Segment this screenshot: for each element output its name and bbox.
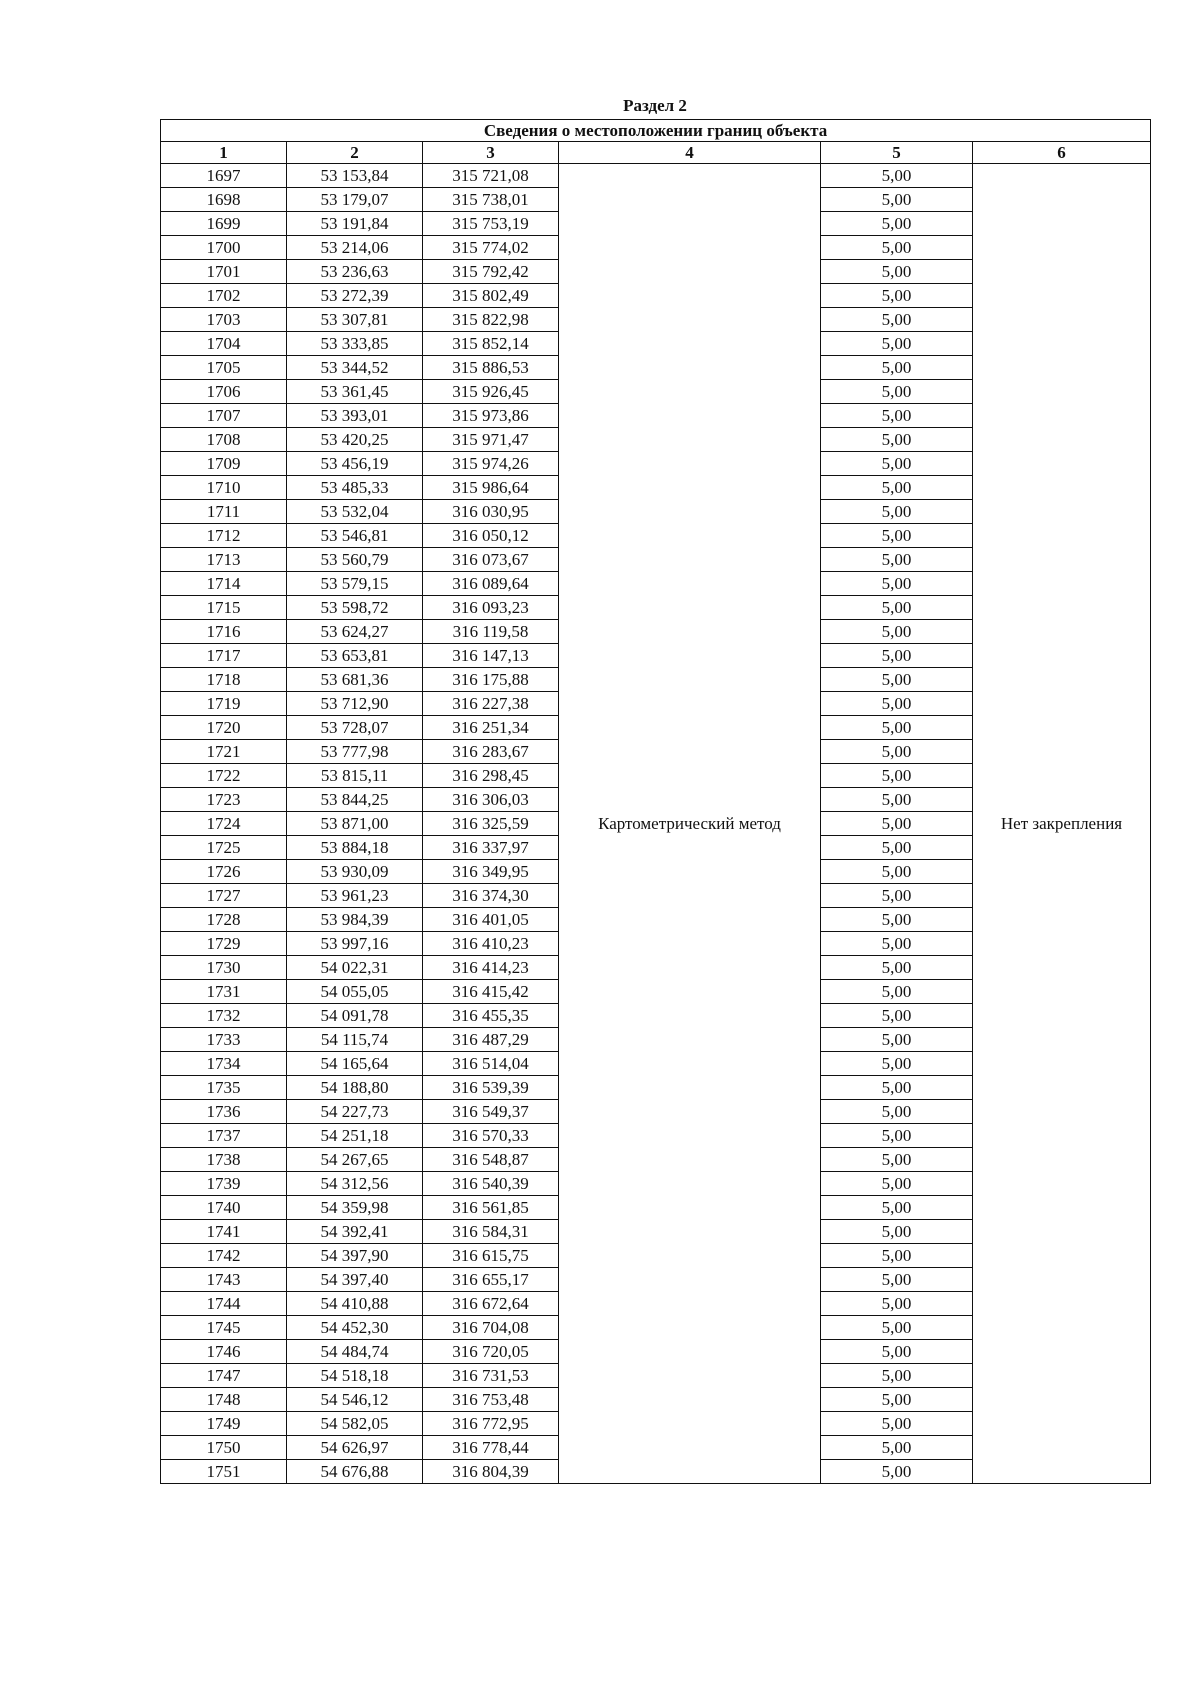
accuracy-value: 5,00 [821,260,973,284]
accuracy-value: 5,00 [821,1220,973,1244]
coordinate-y: 316 753,48 [423,1388,559,1412]
accuracy-value: 5,00 [821,1148,973,1172]
coordinate-x: 54 452,30 [287,1316,423,1340]
point-number: 1726 [161,860,287,884]
accuracy-value: 5,00 [821,236,973,260]
accuracy-value: 5,00 [821,404,973,428]
coordinate-y: 316 401,05 [423,908,559,932]
coordinate-y: 316 549,37 [423,1100,559,1124]
accuracy-value: 5,00 [821,788,973,812]
column-number-row [161,142,1151,164]
point-number: 1715 [161,596,287,620]
coordinate-y: 316 548,87 [423,1148,559,1172]
coordinate-x: 53 236,63 [287,260,423,284]
coordinate-x: 54 392,41 [287,1220,423,1244]
point-number: 1720 [161,716,287,740]
coordinate-x: 53 984,39 [287,908,423,932]
coordinate-x: 54 165,64 [287,1052,423,1076]
coordinate-y: 316 325,59 [423,812,559,836]
coordinate-x: 54 055,05 [287,980,423,1004]
column-number-4: 4 [559,142,821,164]
coordinate-y: 316 731,53 [423,1364,559,1388]
point-number: 1727 [161,884,287,908]
coordinate-y: 315 721,08 [423,164,559,188]
point-number: 1699 [161,212,287,236]
coordinate-x: 53 546,81 [287,524,423,548]
point-number: 1739 [161,1172,287,1196]
point-number: 1725 [161,836,287,860]
coordinate-x: 53 624,27 [287,620,423,644]
accuracy-value: 5,00 [821,884,973,908]
accuracy-value: 5,00 [821,1196,973,1220]
coordinate-y: 316 615,75 [423,1244,559,1268]
point-number: 1728 [161,908,287,932]
coordinate-y: 316 374,30 [423,884,559,908]
coordinate-y: 316 804,39 [423,1460,559,1484]
coordinate-x: 53 871,00 [287,812,423,836]
accuracy-value: 5,00 [821,380,973,404]
coordinate-x: 53 844,25 [287,788,423,812]
point-number: 1735 [161,1076,287,1100]
point-number: 1705 [161,356,287,380]
coordinate-y: 315 973,86 [423,404,559,428]
coordinate-y: 315 792,42 [423,260,559,284]
point-number: 1733 [161,1028,287,1052]
accuracy-value: 5,00 [821,332,973,356]
coordinate-y: 316 561,85 [423,1196,559,1220]
coordinate-y: 316 175,88 [423,668,559,692]
coordinate-y: 316 283,67 [423,740,559,764]
coordinate-x: 54 022,31 [287,956,423,980]
point-number: 1732 [161,1004,287,1028]
coordinate-x: 53 532,04 [287,500,423,524]
accuracy-value: 5,00 [821,692,973,716]
table-caption: Сведения о местоположении границ объекта [161,120,1151,142]
point-number: 1730 [161,956,287,980]
coordinate-x: 53 681,36 [287,668,423,692]
point-number: 1729 [161,932,287,956]
point-number: 1703 [161,308,287,332]
accuracy-value: 5,00 [821,1412,973,1436]
point-number: 1700 [161,236,287,260]
point-number: 1718 [161,668,287,692]
accuracy-value: 5,00 [821,908,973,932]
coordinate-x: 53 307,81 [287,308,423,332]
fixing-cell: Нет закрепления [973,164,1151,1484]
point-number: 1731 [161,980,287,1004]
accuracy-value: 5,00 [821,1340,973,1364]
accuracy-value: 5,00 [821,836,973,860]
coordinate-x: 54 267,65 [287,1148,423,1172]
point-number: 1746 [161,1340,287,1364]
accuracy-value: 5,00 [821,212,973,236]
coordinate-y: 316 455,35 [423,1004,559,1028]
accuracy-value: 5,00 [821,428,973,452]
coordinate-y: 316 584,31 [423,1220,559,1244]
coordinate-x: 53 485,33 [287,476,423,500]
coordinate-x: 54 397,40 [287,1268,423,1292]
accuracy-value: 5,00 [821,1268,973,1292]
coordinate-x: 53 344,52 [287,356,423,380]
coordinate-x: 53 361,45 [287,380,423,404]
coordinate-x: 53 179,07 [287,188,423,212]
coordinate-y: 315 986,64 [423,476,559,500]
coordinate-x: 53 712,90 [287,692,423,716]
coordinate-x: 54 091,78 [287,1004,423,1028]
coordinate-y: 315 738,01 [423,188,559,212]
column-number-2: 2 [287,142,423,164]
accuracy-value: 5,00 [821,524,973,548]
accuracy-value: 5,00 [821,956,973,980]
accuracy-value: 5,00 [821,1172,973,1196]
boundary-coordinates-table [160,119,1151,1484]
point-number: 1738 [161,1148,287,1172]
point-number: 1743 [161,1268,287,1292]
method-cell: Картометрический метод [559,164,821,1484]
coordinate-y: 315 974,26 [423,452,559,476]
coordinate-x: 53 272,39 [287,284,423,308]
column-number-6: 6 [973,142,1151,164]
coordinate-x: 53 333,85 [287,332,423,356]
accuracy-value: 5,00 [821,1292,973,1316]
accuracy-value: 5,00 [821,860,973,884]
coordinate-y: 316 772,95 [423,1412,559,1436]
point-number: 1749 [161,1412,287,1436]
point-number: 1697 [161,164,287,188]
point-number: 1750 [161,1436,287,1460]
coordinate-y: 316 030,95 [423,500,559,524]
point-number: 1717 [161,644,287,668]
coordinate-x: 53 777,98 [287,740,423,764]
coordinate-y: 316 349,95 [423,860,559,884]
point-number: 1708 [161,428,287,452]
coordinate-x: 54 546,12 [287,1388,423,1412]
column-number-1: 1 [161,142,287,164]
accuracy-value: 5,00 [821,716,973,740]
coordinate-y: 316 415,42 [423,980,559,1004]
coordinate-y: 316 570,33 [423,1124,559,1148]
coordinate-x: 54 410,88 [287,1292,423,1316]
point-number: 1736 [161,1100,287,1124]
coordinate-y: 315 926,45 [423,380,559,404]
column-number-5: 5 [821,142,973,164]
coordinate-y: 316 089,64 [423,572,559,596]
coordinate-x: 53 997,16 [287,932,423,956]
point-number: 1713 [161,548,287,572]
point-number: 1707 [161,404,287,428]
coordinate-x: 54 484,74 [287,1340,423,1364]
point-number: 1741 [161,1220,287,1244]
accuracy-value: 5,00 [821,668,973,692]
accuracy-value: 5,00 [821,644,973,668]
accuracy-value: 5,00 [821,1436,973,1460]
coordinate-y: 315 802,49 [423,284,559,308]
point-number: 1716 [161,620,287,644]
coordinate-y: 316 251,34 [423,716,559,740]
point-number: 1702 [161,284,287,308]
accuracy-value: 5,00 [821,1388,973,1412]
accuracy-value: 5,00 [821,284,973,308]
coordinate-x: 53 153,84 [287,164,423,188]
point-number: 1710 [161,476,287,500]
point-number: 1723 [161,788,287,812]
coordinate-y: 316 147,13 [423,644,559,668]
point-number: 1747 [161,1364,287,1388]
coordinate-y: 316 227,38 [423,692,559,716]
coordinate-y: 315 822,98 [423,308,559,332]
accuracy-value: 5,00 [821,1076,973,1100]
accuracy-value: 5,00 [821,164,973,188]
point-number: 1711 [161,500,287,524]
point-number: 1709 [161,452,287,476]
point-number: 1740 [161,1196,287,1220]
point-number: 1748 [161,1388,287,1412]
coordinate-x: 53 456,19 [287,452,423,476]
coordinate-y: 316 306,03 [423,788,559,812]
accuracy-value: 5,00 [821,1124,973,1148]
accuracy-value: 5,00 [821,452,973,476]
accuracy-value: 5,00 [821,356,973,380]
coordinate-x: 53 560,79 [287,548,423,572]
accuracy-value: 5,00 [821,764,973,788]
accuracy-value: 5,00 [821,1316,973,1340]
point-number: 1698 [161,188,287,212]
point-number: 1734 [161,1052,287,1076]
point-number: 1744 [161,1292,287,1316]
table-caption-row [161,120,1151,142]
accuracy-value: 5,00 [821,1244,973,1268]
accuracy-value: 5,00 [821,596,973,620]
coordinate-y: 316 655,17 [423,1268,559,1292]
table-body [161,164,1151,1484]
coordinate-x: 54 188,80 [287,1076,423,1100]
coordinate-x: 54 676,88 [287,1460,423,1484]
accuracy-value: 5,00 [821,476,973,500]
coordinate-y: 316 704,08 [423,1316,559,1340]
point-number: 1742 [161,1244,287,1268]
coordinate-y: 315 971,47 [423,428,559,452]
accuracy-value: 5,00 [821,308,973,332]
coordinate-x: 53 961,23 [287,884,423,908]
accuracy-value: 5,00 [821,1052,973,1076]
coordinate-y: 316 540,39 [423,1172,559,1196]
coordinate-y: 316 073,67 [423,548,559,572]
coordinate-y: 316 514,04 [423,1052,559,1076]
point-number: 1721 [161,740,287,764]
coordinate-y: 316 414,23 [423,956,559,980]
coordinate-y: 315 753,19 [423,212,559,236]
column-number-3: 3 [423,142,559,164]
coordinate-x: 53 191,84 [287,212,423,236]
coordinate-y: 316 720,05 [423,1340,559,1364]
accuracy-value: 5,00 [821,548,973,572]
coordinate-x: 53 598,72 [287,596,423,620]
accuracy-value: 5,00 [821,572,973,596]
point-number: 1751 [161,1460,287,1484]
point-number: 1722 [161,764,287,788]
point-number: 1704 [161,332,287,356]
coordinate-y: 316 539,39 [423,1076,559,1100]
coordinate-x: 54 518,18 [287,1364,423,1388]
coordinate-x: 54 227,73 [287,1100,423,1124]
coordinate-x: 53 214,06 [287,236,423,260]
table-row [161,164,1151,188]
coordinate-y: 316 672,64 [423,1292,559,1316]
coordinate-y: 315 852,14 [423,332,559,356]
coordinate-y: 316 050,12 [423,524,559,548]
coordinate-x: 53 815,11 [287,764,423,788]
accuracy-value: 5,00 [821,812,973,836]
point-number: 1714 [161,572,287,596]
coordinate-y: 316 337,97 [423,836,559,860]
coordinate-x: 53 728,07 [287,716,423,740]
point-number: 1745 [161,1316,287,1340]
accuracy-value: 5,00 [821,980,973,1004]
coordinate-x: 53 579,15 [287,572,423,596]
coordinate-x: 54 626,97 [287,1436,423,1460]
accuracy-value: 5,00 [821,620,973,644]
accuracy-value: 5,00 [821,932,973,956]
accuracy-value: 5,00 [821,740,973,764]
coordinate-x: 53 420,25 [287,428,423,452]
coordinate-y: 316 410,23 [423,932,559,956]
coordinate-x: 54 312,56 [287,1172,423,1196]
point-number: 1706 [161,380,287,404]
accuracy-value: 5,00 [821,1004,973,1028]
coordinate-y: 316 778,44 [423,1436,559,1460]
point-number: 1724 [161,812,287,836]
coordinate-y: 315 774,02 [423,236,559,260]
coordinate-y: 316 093,23 [423,596,559,620]
section-title: Раздел 2 [623,96,687,115]
coordinate-x: 54 359,98 [287,1196,423,1220]
accuracy-value: 5,00 [821,1028,973,1052]
coordinate-x: 53 653,81 [287,644,423,668]
coordinate-x: 53 884,18 [287,836,423,860]
accuracy-value: 5,00 [821,1460,973,1484]
accuracy-value: 5,00 [821,188,973,212]
point-number: 1712 [161,524,287,548]
coordinate-x: 53 930,09 [287,860,423,884]
coordinate-y: 316 298,45 [423,764,559,788]
point-number: 1737 [161,1124,287,1148]
coordinate-y: 315 886,53 [423,356,559,380]
accuracy-value: 5,00 [821,1100,973,1124]
point-number: 1719 [161,692,287,716]
coordinate-x: 54 115,74 [287,1028,423,1052]
coordinate-x: 54 251,18 [287,1124,423,1148]
accuracy-value: 5,00 [821,1364,973,1388]
coordinate-x: 54 397,90 [287,1244,423,1268]
coordinate-x: 54 582,05 [287,1412,423,1436]
accuracy-value: 5,00 [821,500,973,524]
coordinate-y: 316 119,58 [423,620,559,644]
point-number: 1701 [161,260,287,284]
coordinate-x: 53 393,01 [287,404,423,428]
coordinate-y: 316 487,29 [423,1028,559,1052]
